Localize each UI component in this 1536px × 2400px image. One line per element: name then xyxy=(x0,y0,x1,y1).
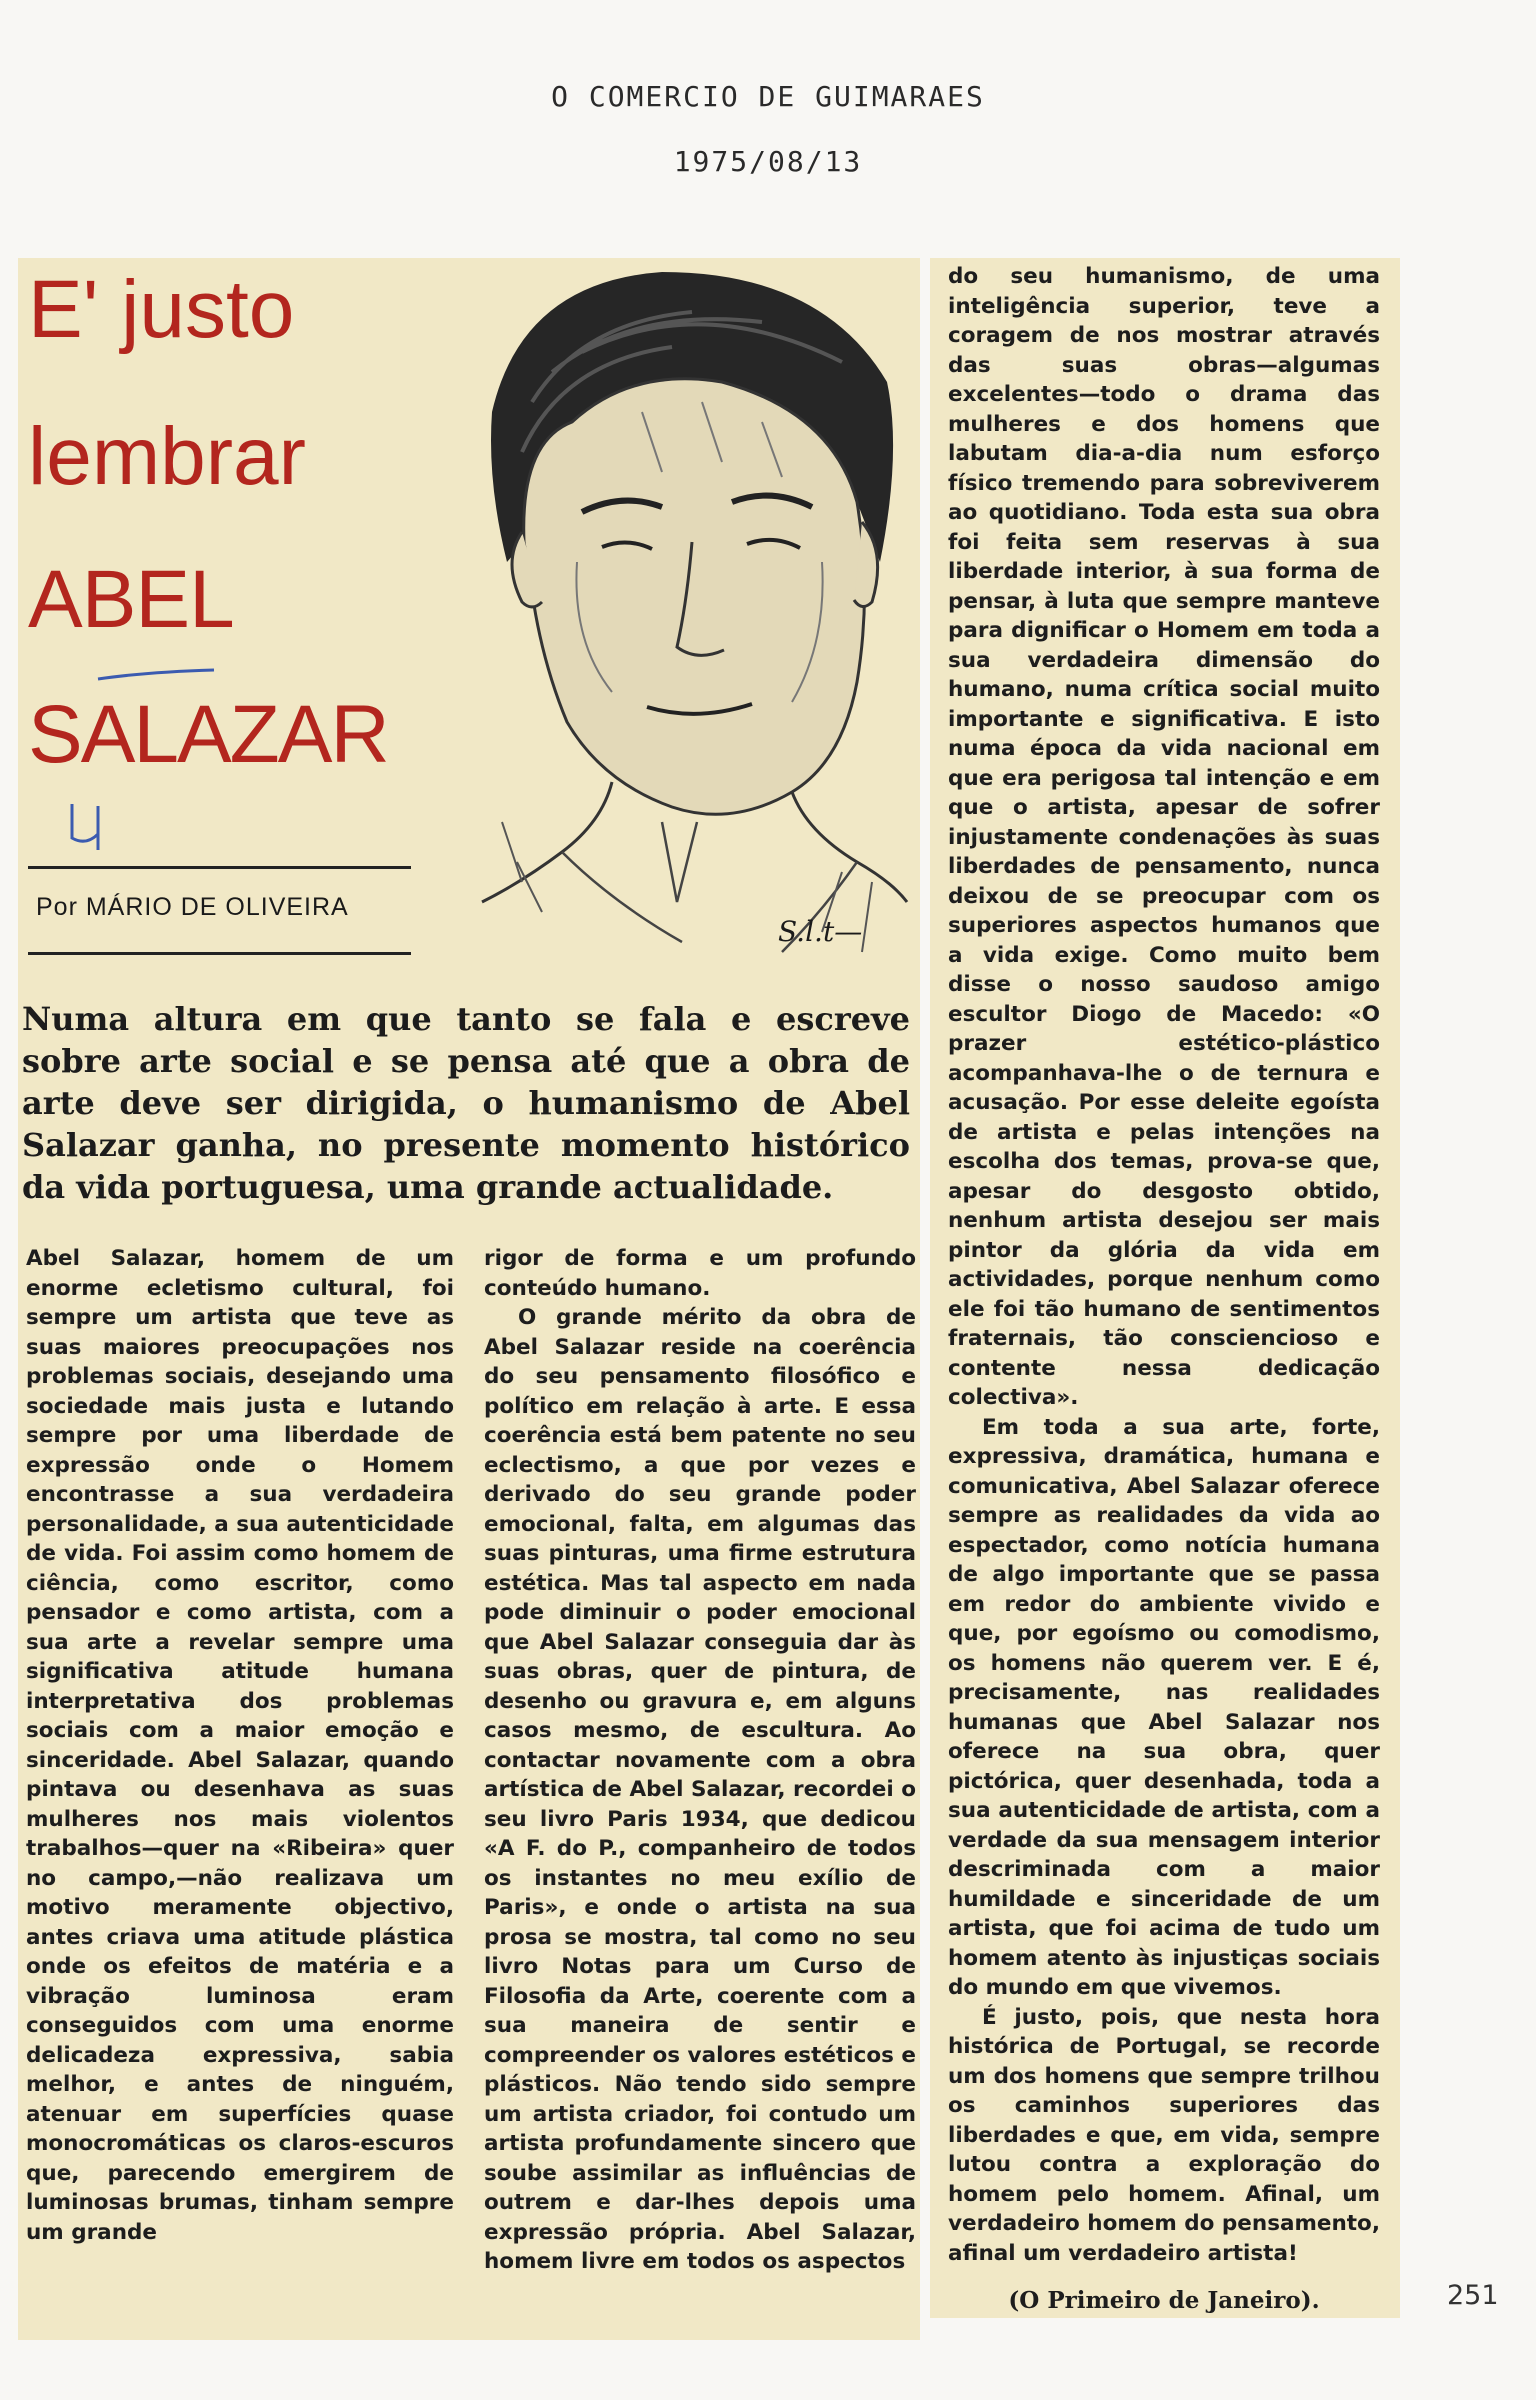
paragraph: Abel Salazar, homem de um enorme ecletismo cultural, foi sempre um artista que teve as suas maiores preocupações nos problemas sociais, desejando uma sociedade mais justa e lutando sempre por uma liberdade de expressão onde o Homem encontrasse a sua verdadeira personalidade, a sua autenticidade de vida. Foi assim como homem de ciência, como escritor, como pensador e como artista, com a sua arte a revelar sempre uma significativa atitude humana interpretativa dos problemas sociais com a maior emoção e sinceridade. Abel Salazar, quando pintava ou desenhava as suas mulheres nos mais violentos trabalhos—quer na «Ribeira» quer no campo,—não realizava um motivo meramente objectivo, antes criava uma atitude plástica onde os efeitos de matéria e a vibração luminosa eram conseguidos com uma enorme delicadeza expressiva, sabia melhor, e antes de ninguém, atenuar em superfícies quase monocromáticas os claros-escuros que, parecendo emergirem de luminosas brumas, tinham sempre um grande xyxy=(26,1246,454,2245)
headline-line-4: SALAZAR xyxy=(28,689,388,780)
handwritten-annotation-icon xyxy=(62,800,112,852)
newspaper-name: O COMERCIO DE GUIMARAES xyxy=(551,80,985,113)
paragraph: É justo, pois, que nesta hora histórica de Portugal, se recorde um dos homens que sempre trilhou os caminhos superiores das liberdades e que, em vida, sempre lutou contra a exploração do homem pelo homem. Afinal, um verdadeiro homem do pensamento, afinal um verdadeiro artista! xyxy=(948,2004,1380,2266)
article-column-1 xyxy=(26,1244,454,2247)
clipping-date: 1975/08/13 xyxy=(673,145,863,178)
portrait-signature: S.l.t— xyxy=(778,915,863,948)
paragraph: Em toda a sua arte, forte, expressiva, dramática, humana e comunicativa, Abel Salazar oferece sempre as realidades da vida ao espectador, como notícia humana de algo importante que se passa em redor do ambiente vivido e que, por egoísmo ou comodismo, os homens não querem ver. E é, precisamente, nas realidades humanas que Abel Salazar nos oferece na sua obra, quer pictórica, quer desenhada, toda a sua autenticidade de artista, com a verdade da sua mensagem interior descriminada com a maior humildade e sinceridade de um artista, que foi acima de tudo um homem atento às injustiças sociais do mundo em que vivemos. xyxy=(948,1414,1380,2000)
lead-paragraph: Numa altura em que tanto se fala e escreve sobre arte social e se pensa até que a obra de arte deve ser dirigida, o humanismo de Abel Salazar ganha, no presente momento histórico da vida portuguesa, uma grande actualidade. xyxy=(22,1000,910,1206)
article-column-2 xyxy=(484,1244,916,2277)
paragraph: O grande mérito da obra de Abel Salazar reside na coerência do seu pensamento filosófico e político em relação à arte. E essa coerência está bem patente no seu eclectismo, a que por vezes e derivado do seu grande poder emocional, falta, em algumas das suas pinturas, uma firme estrutura estética. Mas tal aspecto em nada pode diminuir o poder emocional que Abel Salazar conseguia dar às suas obras, quer de pintura, de desenho ou gravura e, em alguns casos mesmo, de escultura. Ao contactar novamente com a obra artística de Abel Salazar, recordei o seu livro Paris 1934, que dedicou «A F. do P., companheiro de todos os instantes no meu exílio de Paris», e onde o artista na sua prosa se mostra, tal como no seu livro Notas para um Curso de Filosofia da Arte, coerente com a sua maneira de sentir e compreender os valores estéticos e plásticos. Não tendo sido sempre um artista criador, foi contudo um artista profundamente sincero que soube assimilar as influências de outrem e dar-lhes depois uma expressão própria. Abel Salazar, homem livre em todos os aspectos xyxy=(484,1305,916,2274)
byline: Por MÁRIO DE OLIVEIRA xyxy=(36,893,349,921)
headline-line-2: lembrar xyxy=(28,411,306,502)
paragraph: do seu humanismo, de uma inteligência superior, teve a coragem de nos mostrar através das suas obras—algumas excelentes—todo o drama das mulheres e dos homens que labutam dia-a-dia num esforço físico tremendo para sobreviverem ao quotidiano. Toda esta sua obra foi feita sem reservas à sua liberdade interior, à sua forma de pensar, à luta que sempre manteve para dignificar o Homem em toda a sua verdadeira dimensão do humano, numa crítica social muito importante e significativa. E isto numa época da vida nacional em que era perigosa tal intenção e em que o artista, apesar de sofrer injustamente condenações às suas liberdades de pensamento, nunca deixou de se preocupar com os superiores aspectos humanos que a vida exige. Como muito bem disse o nosso saudoso amigo escultor Diogo de Macedo: «O prazer estético-plástico acompanhava-lhe o de ternura e acusação. Por esse deleite egoísta de artista e pelas intenções na escolha dos temas, prova-se que, apesar do desgosto obtido, nenhum artista desejou ser mais pintor da glória da vida em actividades, porque nenhum como ele foi tão humano de sentimentos fraternais, tão consciencioso e contente nessa dedicação colectiva». xyxy=(948,264,1380,1410)
headline-line-1: E' justo xyxy=(28,264,295,355)
headline-line-3: ABEL xyxy=(28,554,234,645)
handwritten-accent-mark xyxy=(96,668,216,682)
portrait-sketch-image xyxy=(462,262,912,962)
page-number: 251 xyxy=(1447,2280,1499,2311)
paragraph: rigor de forma e um profundo conteúdo humano. xyxy=(484,1246,916,1301)
byline-rule-top xyxy=(28,866,411,869)
article-source: (O Primeiro de Janeiro). xyxy=(1008,2287,1320,2314)
article-column-3 xyxy=(948,262,1380,2316)
byline-rule-bottom xyxy=(28,952,411,955)
